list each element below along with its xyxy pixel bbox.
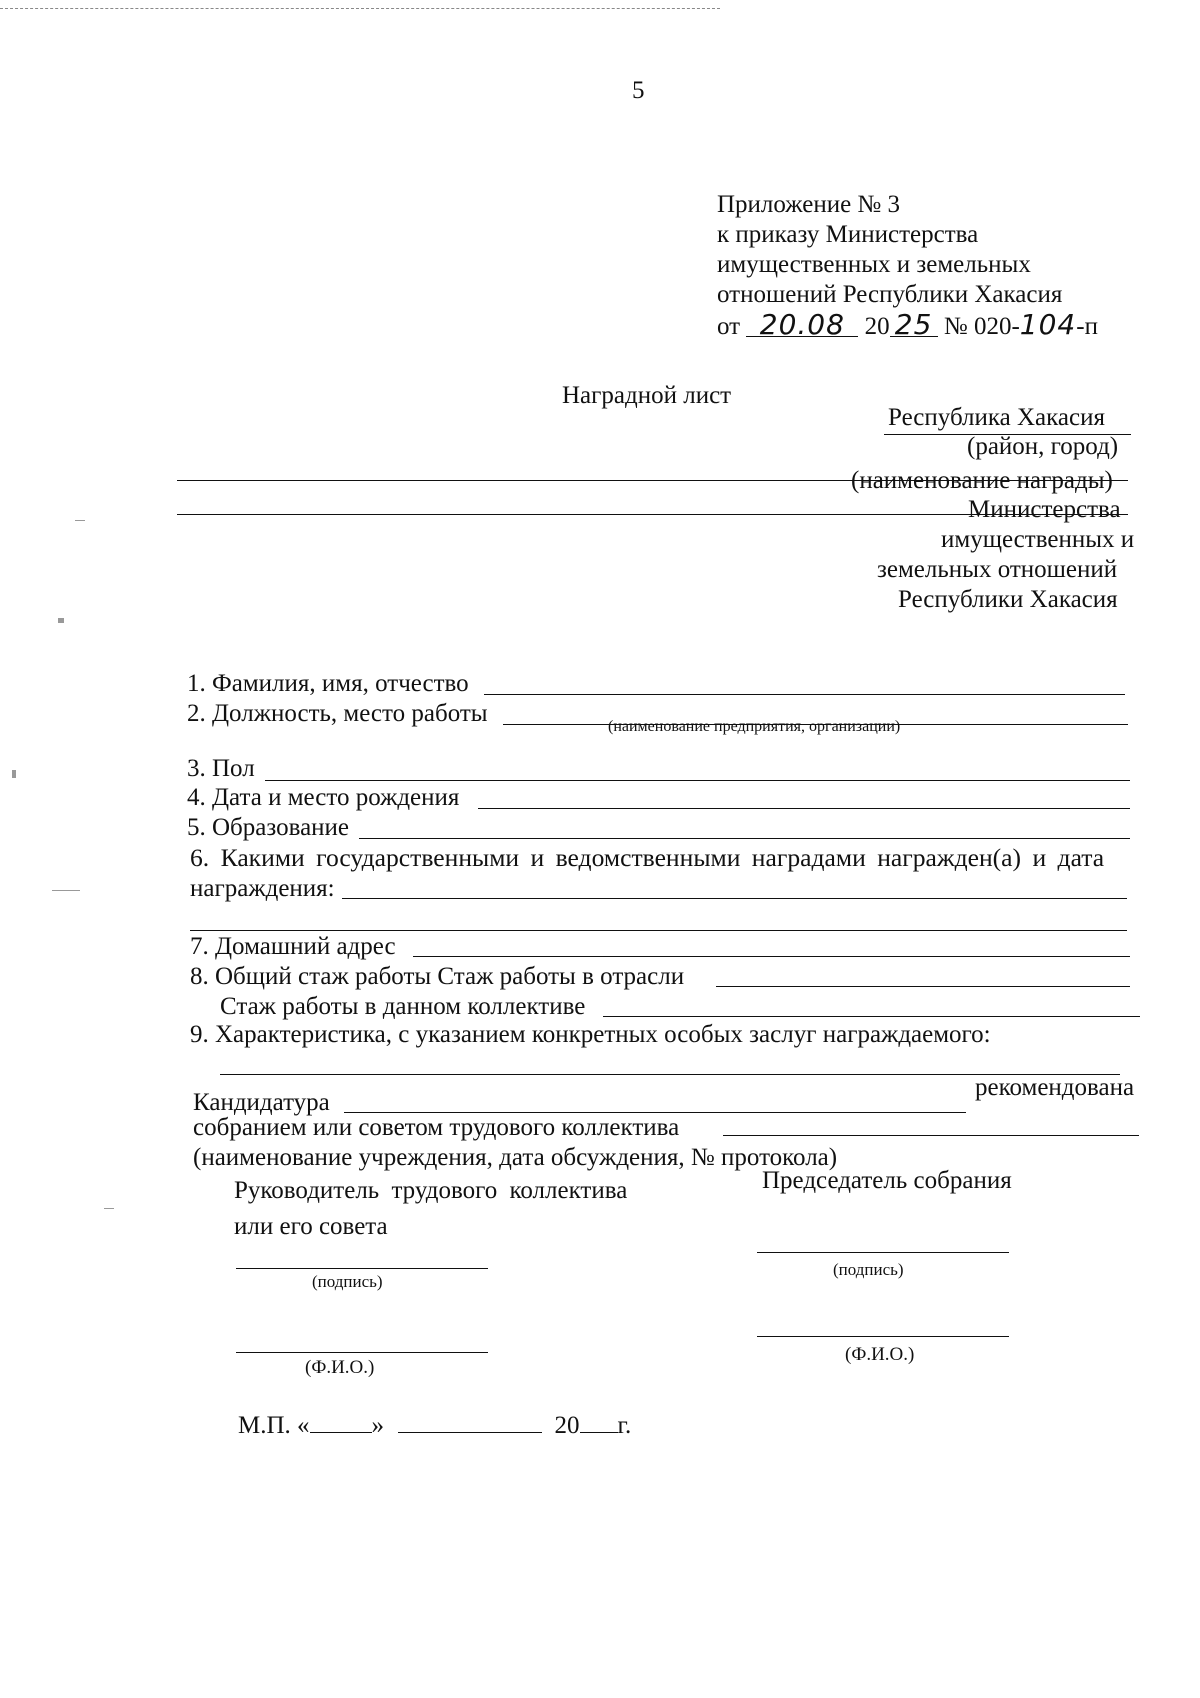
recommended-label: рекомендована [975, 1074, 1135, 1101]
date-year-prefix: 20 [864, 313, 890, 340]
document-title: Наградной лист [562, 382, 732, 409]
right-signature-line[interactable] [757, 1252, 1009, 1253]
seal-label: М.П. « [238, 1412, 310, 1439]
right-signature-hint: (подпись) [833, 1260, 904, 1279]
field-label-education: 5. Образование [187, 814, 350, 841]
date-day-month-handwritten: 20.08 [746, 310, 858, 337]
republic-name: Республика Хакасия [888, 404, 1105, 431]
candidacy-label: Кандидатура [193, 1089, 330, 1116]
assembly-label: собранием или советом трудового коллектива [193, 1114, 680, 1141]
award-hint: (наименование награды) [851, 467, 1113, 494]
field-label-gender: 3. Пол [187, 755, 255, 782]
right-name-hint: (Ф.И.О.) [845, 1344, 915, 1365]
ministry-line-3: земельных отношений [877, 556, 1118, 583]
month-blank[interactable] [398, 1408, 542, 1433]
year-blank[interactable] [580, 1408, 618, 1433]
year-prefix: 20 [554, 1412, 580, 1439]
date-prefix: от [717, 313, 741, 340]
left-signatory-title-2: или его совета [234, 1213, 388, 1240]
left-name-line[interactable] [236, 1352, 488, 1353]
quote-close: » [371, 1412, 385, 1439]
field-label-experience: 8. Общий стаж работы Стаж работы в отрасли [190, 963, 685, 990]
field-line-gender[interactable] [265, 780, 1130, 781]
appendix-date-line [717, 310, 1098, 342]
day-blank[interactable] [310, 1408, 372, 1433]
order-number-handwritten: 104 [1019, 308, 1077, 341]
field-line-full-name[interactable] [484, 694, 1125, 695]
field-label-experience-team: Стаж работы в данном коллективе [220, 993, 586, 1020]
field-line-awards-1[interactable] [342, 898, 1127, 899]
scan-speck [12, 770, 16, 778]
appendix-line-3: имущественных и земельных [717, 251, 1031, 278]
date-year-handwritten: 25 [890, 310, 938, 337]
field-label-address: 7. Домашний адрес [190, 933, 396, 960]
scan-artifact-top [0, 8, 720, 9]
field-line-experience[interactable] [716, 986, 1130, 987]
district-hint: (район, город) [967, 433, 1119, 460]
order-number-suffix: -п [1076, 313, 1098, 340]
field-line-birth[interactable] [478, 808, 1130, 809]
page-number: 5 [632, 77, 645, 104]
field-label-awards-date: награждения: [190, 875, 335, 902]
seal-date-line [238, 1408, 631, 1441]
appendix-line-4: отношений Республики Хакасия [717, 281, 1063, 308]
field-hint-position: (наименование предприятия, организации) [608, 718, 901, 735]
field-line-address[interactable] [413, 956, 1130, 957]
field-label-full-name: 1. Фамилия, имя, отчество [187, 670, 469, 697]
field-label-awards: 6. Какими государственными и ведомственными наградами награжден(а) и дата [190, 843, 1105, 872]
right-signatory-title: Председатель собрания [762, 1167, 1012, 1194]
appendix-line-1: Приложение № 3 [717, 191, 901, 218]
scan-speck [52, 890, 80, 891]
left-signature-hint: (подпись) [312, 1272, 383, 1291]
left-signatory-title-1: Руководитель трудового коллектива [234, 1177, 628, 1204]
field-label-characteristic: 9. Характеристика, с указанием конкретных особых заслуг награждаемого: [190, 1021, 991, 1048]
field-line-awards-2[interactable] [190, 930, 1127, 931]
ministry-line-1: Министерства [968, 496, 1121, 523]
right-name-line[interactable] [757, 1336, 1009, 1337]
field-line-assembly[interactable] [723, 1135, 1139, 1136]
scan-speck [104, 1208, 114, 1209]
left-name-hint: (Ф.И.О.) [305, 1357, 375, 1378]
appendix-line-2: к приказу Министерства [717, 221, 979, 248]
field-line-education[interactable] [359, 838, 1130, 839]
left-signature-line[interactable] [236, 1268, 488, 1269]
assembly-hint: (наименование учреждения, дата обсуждения, № протокола) [193, 1144, 838, 1171]
year-suffix: г. [617, 1412, 632, 1439]
field-label-birth: 4. Дата и место рождения [187, 784, 460, 811]
ministry-line-4: Республики Хакасия [898, 586, 1118, 613]
field-label-position: 2. Должность, место работы [187, 700, 488, 727]
field-line-experience-team[interactable] [603, 1016, 1140, 1017]
scan-speck [75, 520, 85, 521]
order-number-prefix: № 020- [943, 313, 1020, 340]
ministry-line-2: имущественных и [941, 526, 1135, 553]
scan-speck [58, 618, 64, 623]
